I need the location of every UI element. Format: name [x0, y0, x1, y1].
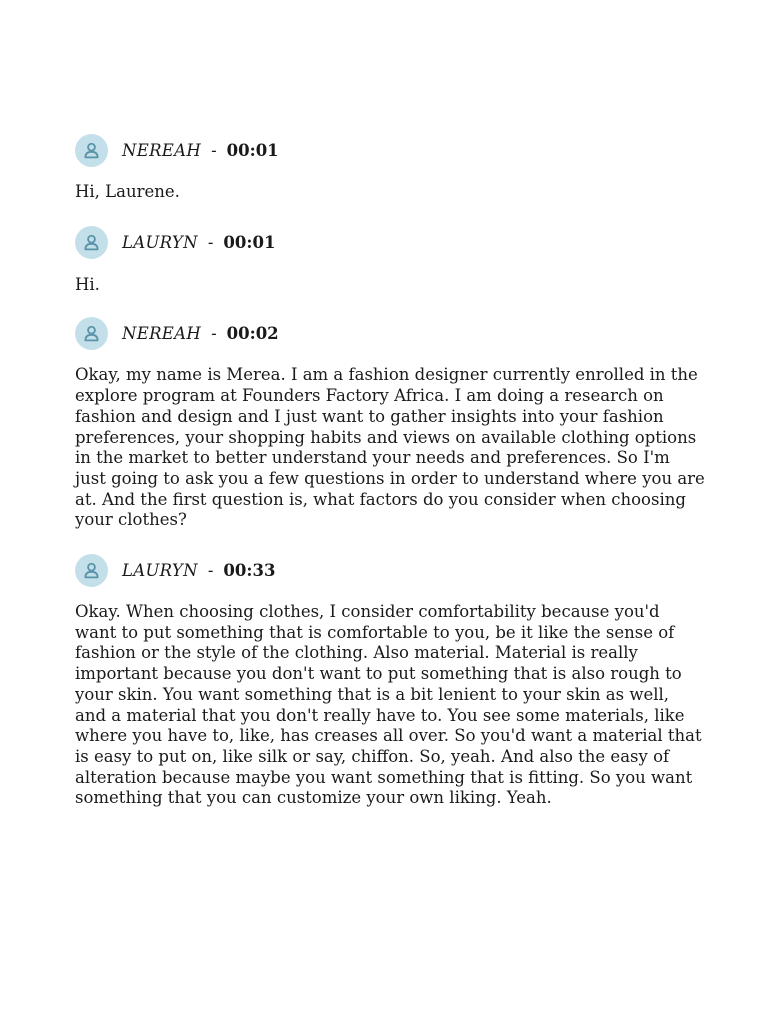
speaker-separator: -: [207, 560, 214, 580]
user-icon: [82, 141, 101, 160]
transcript-entry: [75, 316, 705, 531]
transcript-entry: [75, 226, 705, 296]
avatar: [75, 554, 108, 587]
timestamp: 00:02: [226, 323, 279, 343]
speaker-separator: -: [207, 233, 214, 253]
avatar: [75, 317, 108, 350]
user-icon: [82, 233, 101, 252]
utterance-text: Okay. When choosing clothes, I consider comfortability because you'd want to put something that is comfortable to you, be it like the sense of fashion or the style of the clothing. Also material. Material is really important because you don't want to put something that is also rough to your skin. You want something that is a bit lenient to your skin as well, and a material that you don't really have to. You see some materials, like where you have to, like, has creases all over. So you'd want a material that is easy to put on, like silk or say, chiffon. So, yeah. And also the easy of alteration because maybe you want something that is fitting. So you want something that you can customize your own liking. Yeah.: [75, 602, 702, 808]
speaker-header: [75, 553, 705, 587]
avatar: [75, 226, 108, 259]
speaker-name: NEREAH: [122, 140, 202, 160]
speaker-name: LAURYN: [122, 233, 198, 253]
transcript: [75, 133, 705, 830]
utterance-text: Hi, Laurene.: [75, 182, 180, 201]
speaker-separator: -: [211, 140, 217, 160]
speaker-header: [75, 226, 705, 260]
user-icon: [82, 324, 101, 343]
speaker-name: LAURYN: [122, 560, 198, 580]
timestamp: 00:01: [226, 140, 279, 160]
transcript-entry: [75, 133, 705, 203]
utterance-text: Hi.: [75, 274, 100, 294]
avatar: [75, 134, 108, 167]
user-icon: [82, 561, 101, 580]
speaker-header: [75, 133, 705, 167]
timestamp: 00:33: [223, 560, 276, 580]
transcript-entry: [75, 553, 705, 809]
speaker-separator: -: [211, 323, 217, 343]
speaker-name: NEREAH: [122, 323, 202, 343]
utterance-text: Okay, my name is Merea. I am a fashion designer currently enrolled in the explore program at Founders Factory Africa. I am doing a research on fashion and design and I just want to gather insights into your fashion preferences, your shopping habits and views on available clothing options in the market to better understand your needs and preferences. So I'm just going to ask you a few questions in order to understand where you are at. And the first question is, what factors do you consider when choosing your clothes?: [75, 365, 705, 530]
speaker-header: [75, 316, 705, 350]
timestamp: 00:01: [223, 233, 276, 253]
